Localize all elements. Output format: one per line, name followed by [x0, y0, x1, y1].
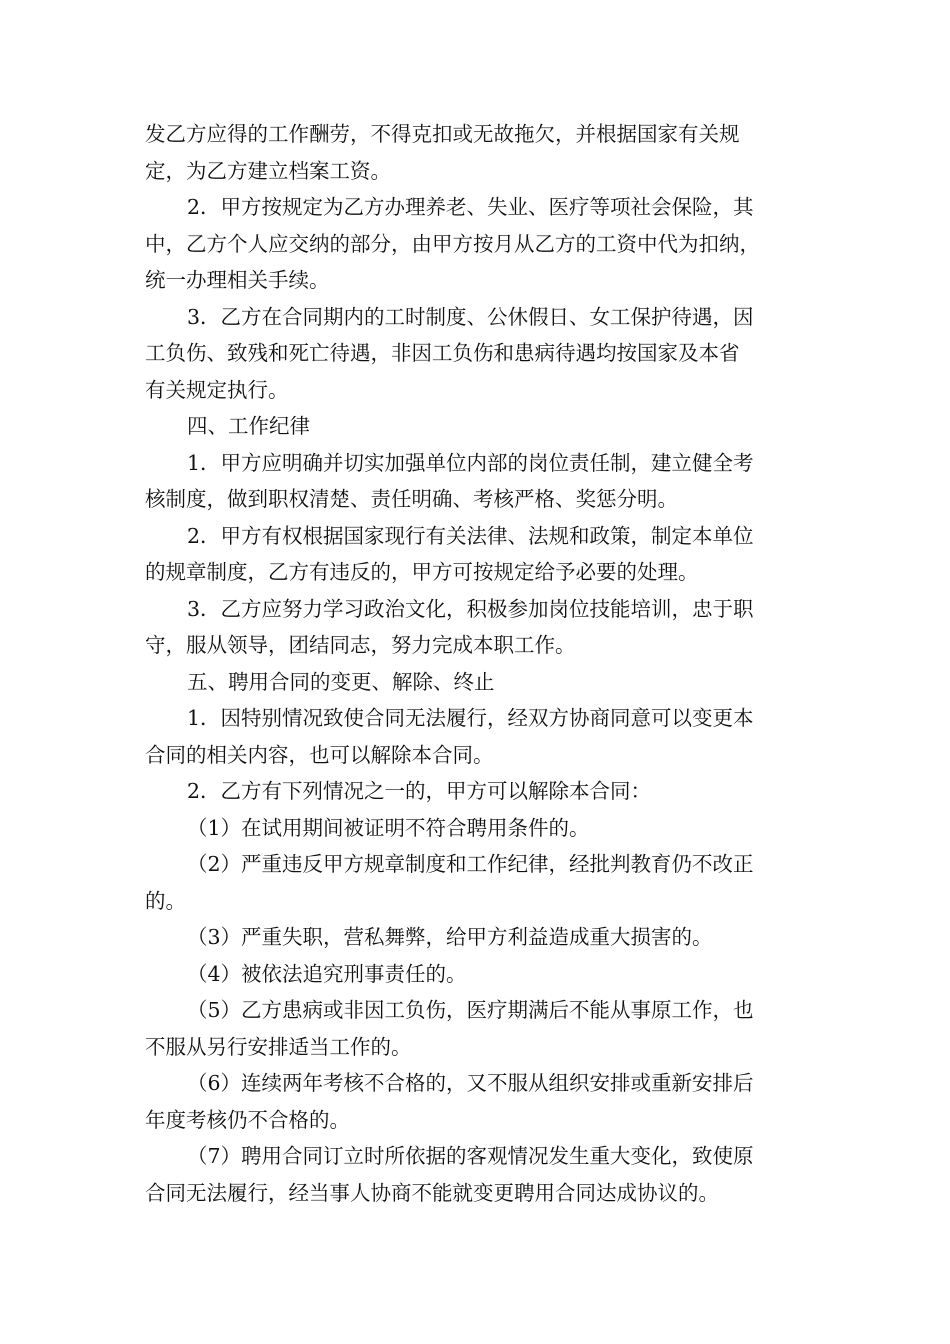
paragraph — [145, 664, 810, 701]
text-line: 核制度，做到职权清楚、责任明确、考核严格、奖惩分明。 — [145, 487, 678, 511]
text-line: 统一办理相关手续。 — [145, 268, 330, 292]
paragraph — [145, 846, 810, 919]
text-line: 合同的相关内容，也可以解除本合同。 — [145, 742, 494, 767]
document-body — [145, 116, 810, 1211]
text-line: （4）被依法追究刑事责任的。 — [187, 961, 467, 986]
text-line: 2．乙方有下列情况之一的，甲方可以解除本合同： — [187, 779, 652, 803]
text-line: （5）乙方患病或非因工负伤，医疗期满后不能从事原工作，也 — [187, 998, 754, 1022]
text-line: 2．甲方按规定为乙方办理养老、失业、医疗等项社会保险，其 — [187, 195, 754, 219]
text-line: （3）严重失职，营私舞弊，给甲方利益造成重大损害的。 — [187, 925, 713, 949]
text-line: 合同无法履行，经当事人协商不能就变更聘用合同达成协议的。 — [145, 1180, 719, 1205]
text-line: （2）严重违反甲方规章制度和工作纪律，经批判教育仍不改正 — [187, 852, 754, 876]
paragraph — [145, 408, 810, 445]
text-line: （6）连续两年考核不合格的，又不服从组织安排或重新安排后 — [187, 1071, 754, 1095]
text-line: 四、工作纪律 — [187, 414, 310, 438]
text-line: 1．因特别情况致使合同无法履行，经双方协商同意可以变更本 — [187, 706, 754, 730]
text-line: 不服从另行安排适当工作的。 — [145, 1034, 412, 1059]
paragraph — [145, 992, 810, 1065]
paragraph — [145, 773, 810, 810]
paragraph — [145, 116, 810, 189]
text-line: 定，为乙方建立档案工资。 — [145, 158, 391, 183]
paragraph — [145, 700, 810, 773]
text-line: 守，服从领导，团结同志，努力完成本职工作。 — [145, 633, 576, 657]
paragraph — [145, 919, 810, 956]
text-line: （1）在试用期间被证明不符合聘用条件的。 — [187, 815, 590, 840]
paragraph — [145, 591, 810, 664]
paragraph — [145, 518, 810, 591]
text-line: 3．乙方在合同期内的工时制度、公休假日、女工保护待遇，因 — [187, 304, 754, 329]
text-line: 3．乙方应努力学习政治文化，积极参加岗位技能培训，忠于职 — [187, 596, 754, 621]
text-line: 工负伤、致残和死亡待遇，非因工负伤和患病待遇均按国家及本省 — [145, 341, 740, 365]
text-line: 年度考核仍不合格的。 — [145, 1107, 350, 1132]
text-line: 有关规定执行。 — [145, 377, 289, 402]
paragraph — [145, 299, 810, 409]
paragraph — [145, 810, 810, 847]
text-line: 2．甲方有权根据国家现行有关法律、法规和政策，制定本单位 — [187, 523, 754, 548]
text-line: （7）聘用合同订立时所依据的客观情况发生重大变化，致使原 — [187, 1144, 754, 1168]
text-line: 的。 — [145, 888, 186, 913]
text-line: 中，乙方个人应交纳的部分，由甲方按月从乙方的工资中代为扣纳， — [145, 231, 760, 256]
text-line: 1．甲方应明确并切实加强单位内部的岗位责任制，建立健全考 — [187, 450, 754, 475]
paragraph — [145, 1138, 810, 1211]
paragraph — [145, 956, 810, 993]
text-line: 的规章制度，乙方有违反的，甲方可按规定给予必要的处理。 — [145, 560, 699, 584]
paragraph — [145, 189, 810, 299]
text-line: 五、聘用合同的变更、解除、终止 — [187, 669, 495, 694]
text-line: 发乙方应得的工作酬劳，不得克扣或无故拖欠，并根据国家有关规 — [145, 122, 740, 146]
paragraph — [145, 1065, 810, 1138]
paragraph — [145, 445, 810, 518]
